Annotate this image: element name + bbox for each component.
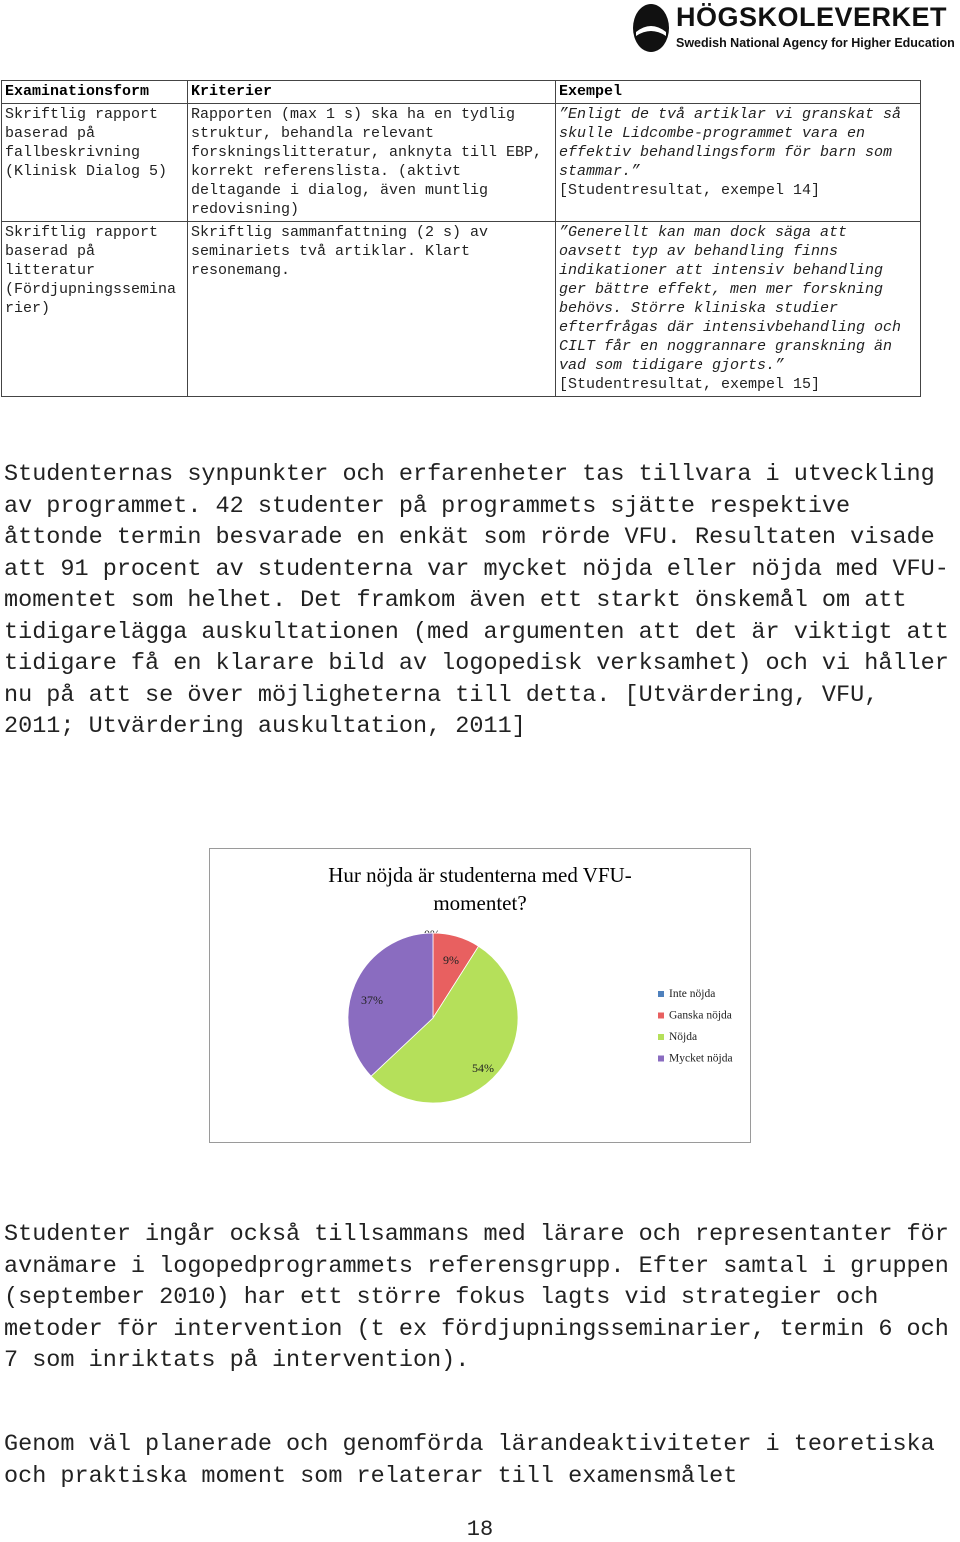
chart-title-line: momentet? [433, 891, 527, 915]
legend-label: Ganska nöjda [669, 1009, 732, 1022]
hogskoleverket-logo [632, 0, 960, 56]
cell-example [556, 104, 921, 222]
legend-label: Inte nöjda [669, 988, 716, 1000]
legend-label: Nöjda [669, 1031, 698, 1043]
cell-form: Skriftlig rapport baserad på fallbeskrivning (Klinisk Dialog 5) [2, 104, 188, 222]
header-kriterier: Kriterier [188, 81, 556, 104]
example-quote: ”Generellt kan man dock säga att oavsett typ av behandling finns indikationer att intensiv behandling ger bättre effekt, men mer forskning behövs. Större kliniska studier efterfrågas där intensivbehandling och CILT får en noggrannare granskning än vad som tidigare gjorts.” [559, 224, 902, 374]
cell-example [556, 222, 921, 397]
pie-chart-svg [210, 849, 750, 1142]
table-row [2, 222, 921, 397]
legend-swatch [658, 1034, 664, 1040]
page-number: 18 [466, 1517, 494, 1542]
logo-name: HÖGSKOLEVERKET [676, 2, 948, 32]
legend-swatch [658, 1056, 664, 1062]
paragraph-student-feedback: Studenternas synpunkter och erfarenheter tas tillvara i utveckling av programmet. 42 studenter på programmets sjätte respektive åttonde termin besvarade en enkät som rörde VFU. Resultaten visade att 91 procent av studenterna var mycket nöjda eller nöjda med VFU-momentet som helhet. Det framkom även ett starkt önskemål om att tidigarelägga auskultationen (med argumenten att det är viktigt att tidigare få en klarare bild av logopedisk verksamhet) och vi håller nu på att se över möjligheterna till detta. [Utvärdering, VFU, 2011; Utvärdering auskultation, 2011] [4, 461, 949, 740]
legend-swatch [658, 1013, 664, 1019]
paragraph-learning-activities: Genom väl planerade och genomförda lärandeaktiviteter i teoretiska och praktiska moment som relaterar till examensmålet [4, 1431, 935, 1490]
logo-mark-icon [632, 2, 670, 54]
pie-data-label: 9% [443, 953, 459, 967]
table-row [2, 104, 921, 222]
header-examinationsform: Examinationsform [2, 81, 188, 104]
pie-chart [209, 848, 751, 1143]
example-reference: [Studentresultat, exempel 15] [559, 376, 821, 393]
cell-form: Skriftlig rapport baserad på litteratur (Fördjupningsseminarier) [2, 222, 188, 397]
examination-table [1, 80, 921, 397]
legend-swatch [658, 991, 664, 997]
logo-subtitle: Swedish National Agency for Higher Education [676, 36, 955, 50]
cell-criteria: Rapporten (max 1 s) ska ha en tydlig struktur, behandla relevant forskningslitteratur, anknyta till EBP, korrekt referenslista. (aktivt deltagande i dialog, även muntlig redovisning) [188, 104, 556, 222]
example-reference: [Studentresultat, exempel 14] [559, 182, 821, 199]
chart-title-line: Hur nöjda är studenterna med VFU- [328, 863, 632, 887]
paragraph-reference-group: Studenter ingår också tillsammans med lärare och representanter för avnämare i logopedprogrammets referensgrupp. Efter samtal i gruppen (september 2010) har ett större fokus lagts vid strategier och metoder för intervention (t ex fördjupningsseminarier, termin 6 och 7 som inriktats på intervention). [4, 1221, 949, 1374]
example-quote: ”Enligt de två artiklar vi granskat så skulle Lidcombe-programmet vara en effektiv behandlingsform för barn som stammar.” [559, 106, 902, 180]
pie-data-label: 37% [361, 993, 383, 1007]
legend-label: Mycket nöjda [669, 1052, 733, 1065]
table-header-row [2, 81, 921, 104]
header-exempel: Exempel [556, 81, 921, 104]
cell-criteria: Skriftlig sammanfattning (2 s) av seminariets två artiklar. Klart resonemang. [188, 222, 556, 397]
pie-data-label: 54% [472, 1061, 494, 1075]
